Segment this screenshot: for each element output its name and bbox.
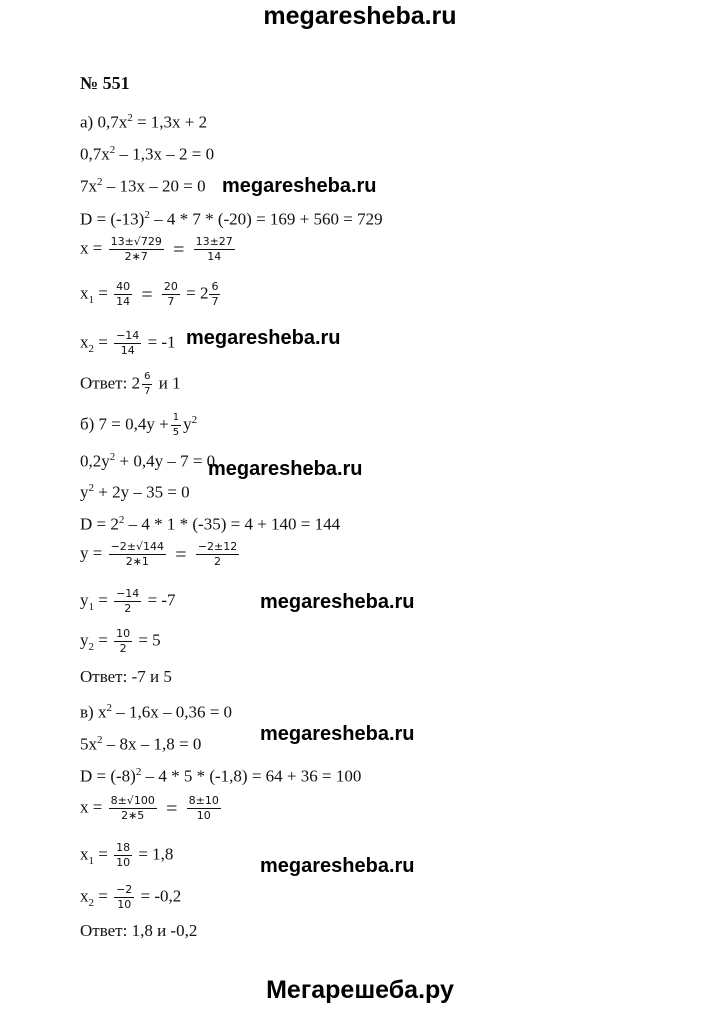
- c-root-1: $x_1$ = $\frac{18}{10}$ = 1,8: [80, 841, 174, 869]
- a-root-1: $x_1$ = $\frac{40}{14}$ = $\frac{20}{7}$ = 2 $\frac{6}{7}$: [80, 280, 219, 308]
- a-discriminant: $D = (-13)^2 - 4 * 7 * (-20) = 169 + 560 = 729$: [80, 209, 383, 229]
- watermark: megaresheba.ru: [186, 327, 341, 349]
- b-line-1: б) 7 = 0,4y + $\frac{1}{5}$ $y^2$: [80, 412, 198, 439]
- a-answer: Ответ: 2 $\frac{6}{7}$ и 1: [80, 371, 181, 397]
- c-line-2: $5x^2 - 8x - 1,8 = 0$: [80, 734, 202, 754]
- b-line-3: $y^2 + 2y - 35 = 0$: [80, 482, 190, 502]
- c-discriminant: $D = (-8)^2 - 4 * 5 * (-1,8) = 64 + 36 = 100$: [80, 766, 362, 786]
- c-answer: Ответ: 1,8 и -0,2: [80, 921, 198, 940]
- b-discriminant: $D = 2^2 - 4 * 1 * (-35) = 4 + 140 = 144$: [80, 514, 341, 534]
- b-root-2: $y_2$ = $\frac{10}{2}$ = 5: [80, 627, 161, 655]
- watermark: megaresheba.ru: [222, 175, 377, 197]
- b-roots-formula: y = $\frac{-2\pm√144}{2∗1}$ = $\frac{-2\pm 12}{2}$: [80, 540, 238, 568]
- site-footer-watermark: Мегарешеба.ру: [266, 976, 454, 1004]
- watermark: megaresheba.ru: [260, 855, 415, 877]
- a-line-2: $0,7x^2 - 1,3x - 2 = 0$: [80, 144, 215, 164]
- a-roots-formula: x = $\frac{13\pm√729}{2∗7}$ = $\frac{13\pm 27}{14}$: [80, 235, 233, 263]
- c-root-2: $x_2$ = $\frac{-2}{10}$ = -0,2: [80, 883, 182, 911]
- site-header-watermark: megaresheba.ru: [263, 2, 457, 30]
- b-root-1: $y_1$ = $\frac{-14}{2}$ = -7: [80, 587, 176, 615]
- watermark: megaresheba.ru: [260, 591, 415, 613]
- task-number: № 551: [80, 73, 130, 93]
- a-line-3: $7x^2 - 13x - 20 = 0$: [80, 176, 206, 196]
- a-line-1: а) $0,7x^2 = 1,3x + 2$: [80, 112, 208, 132]
- c-roots-formula: x = $\frac{8\pm√100}{2∗5}$ = $\frac{8\pm 10}{10}$: [80, 794, 219, 822]
- b-answer: Ответ: -7 и 5: [80, 667, 172, 686]
- c-line-1: в) $x^2 - 1,6x - 0,36 = 0$: [80, 702, 233, 722]
- a-root-2: $x_2$ = $\frac{-14}{14}$ = -1: [80, 329, 176, 357]
- b-line-2: $0,2y^2 + 0,4y - 7 = 0$: [80, 451, 216, 471]
- watermark: megaresheba.ru: [260, 723, 415, 745]
- watermark: megaresheba.ru: [208, 458, 363, 480]
